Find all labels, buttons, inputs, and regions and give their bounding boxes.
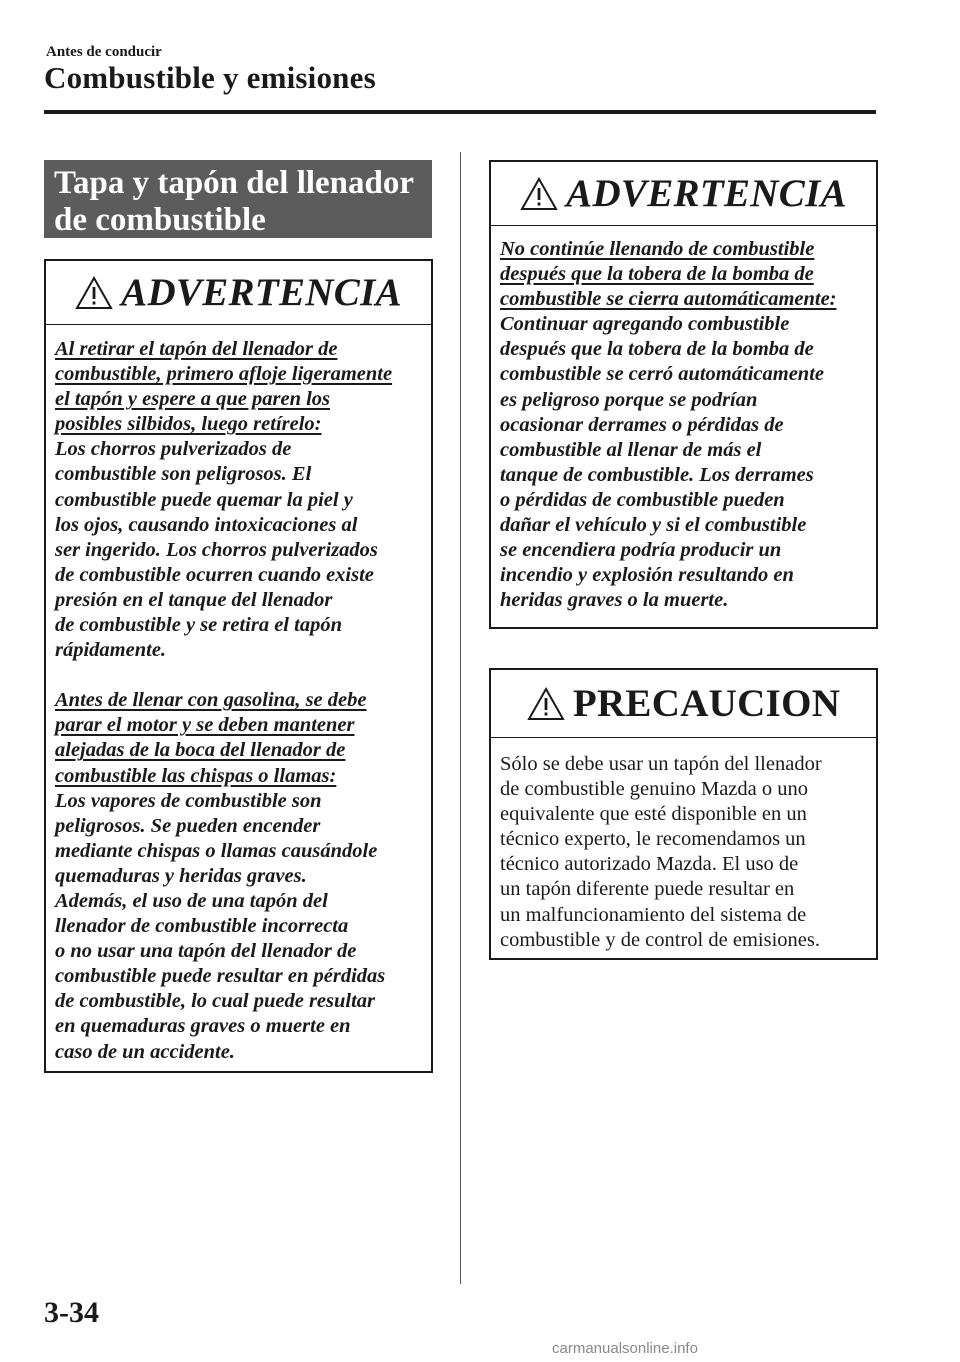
warning-instruction	[55, 688, 423, 788]
warning-header	[46, 261, 431, 325]
warning-triangle-icon	[520, 177, 558, 211]
text-line: Sólo se debe usar un tapón del llenador	[500, 753, 822, 775]
warning-instruction	[500, 237, 868, 312]
text-line: después que la tobera de la bomba de	[500, 338, 814, 361]
banner-line-2: de combustible	[54, 202, 266, 238]
text-line: o pérdidas de combustible pueden	[500, 488, 785, 511]
text-line: el tapón y espere a que paren los	[55, 388, 331, 411]
text-line: combustible son peligrosos. El	[55, 463, 312, 486]
caution-box	[489, 668, 878, 960]
text-line: tanque de combustible. Los derrames	[500, 463, 814, 486]
text-line: alejadas de la boca del llenador de	[55, 739, 346, 762]
text-line: rápidamente.	[55, 639, 167, 662]
text-line: quemaduras y heridas graves.	[55, 864, 307, 887]
text-line: se encendiera podría producir un	[500, 539, 782, 562]
text-line: mediante chispas o llamas causándole	[55, 839, 378, 862]
text-line: Los vapores de combustible son	[55, 789, 322, 812]
text-line: incendio y explosión resultando en	[500, 564, 794, 587]
warning-box-left	[44, 259, 433, 1073]
text-line: combustible se cerró automáticamente	[500, 363, 824, 386]
text-line: presión en el tanque del llenador	[55, 588, 333, 611]
text-line: o no usar una tapón del llenador de	[55, 940, 357, 963]
text-line: combustible las chispas o llamas:	[55, 764, 337, 787]
warning-heading: ADVERTENCIA	[566, 172, 847, 215]
text-line: combustible puede resultar en pérdidas	[55, 965, 386, 988]
text-line: combustible se cierra automáticamente:	[500, 288, 837, 311]
text-line: combustible al llenar de más el	[500, 438, 762, 461]
text-line: después que la tobera de la bomba de	[500, 263, 814, 286]
text-line: Los chorros pulverizados de	[55, 438, 292, 461]
warning-body	[491, 226, 876, 613]
text-line: equivalente que esté disponible en un	[500, 803, 807, 826]
text-line: Antes de llenar con gasolina, se debe	[55, 689, 367, 712]
text-line: de combustible genuino Mazda o uno	[500, 778, 809, 801]
text-line: posibles silbidos, luego retírelo:	[55, 413, 322, 436]
section-banner	[44, 160, 432, 238]
header-rule	[44, 110, 876, 114]
text-line: combustible puede quemar la piel y	[55, 488, 353, 511]
text-line: un tapón diferente puede resultar en	[500, 878, 795, 901]
caution-header	[491, 670, 876, 738]
text-line: caso de un accidente.	[55, 1040, 235, 1063]
warning-instruction	[55, 337, 423, 437]
text-line: técnico experto, le recomendamos un	[500, 828, 806, 851]
caution-body	[491, 738, 876, 953]
text-line: Continuar agregando combustible	[500, 313, 790, 336]
banner-line-1: Tapa y tapón del llenador	[54, 165, 415, 201]
page-title: Combustible y emisiones	[44, 60, 376, 95]
text-line: es peligroso porque se podrían	[500, 388, 758, 411]
text-line: de combustible y se retira el tapón	[55, 614, 342, 637]
watermark: carmanualsonline.info	[552, 1340, 698, 1357]
warning-body	[46, 325, 431, 1065]
text-line: ocasionar derrames o pérdidas de	[500, 413, 784, 436]
text-line: peligrosos. Se pueden encender	[55, 814, 321, 837]
text-line: en quemaduras graves o muerte en	[55, 1015, 351, 1038]
text-line: heridas graves o la muerte.	[500, 589, 729, 612]
text-line: dañar el vehículo y si el combustible	[500, 514, 807, 537]
warning-box-right	[489, 160, 878, 629]
text-line: parar el motor y se deben mantener	[55, 714, 355, 737]
warning-triangle-icon	[75, 276, 113, 310]
column-divider	[460, 152, 461, 1284]
text-line: Además, el uso de una tapón del	[55, 889, 328, 912]
text-line: No continúe llenando de combustible	[500, 238, 815, 260]
warning-heading: ADVERTENCIA	[121, 271, 402, 314]
warning-header	[491, 162, 876, 226]
text-line: Al retirar el tapón del llenador de	[55, 338, 338, 360]
text-line: ser ingerido. Los chorros pulverizados	[55, 538, 378, 561]
text-line: los ojos, causando intoxicaciones al	[55, 513, 358, 536]
text-line: llenador de combustible incorrecta	[55, 915, 349, 938]
text-line: combustible, primero afloje ligeramente	[55, 363, 393, 386]
page-number: 3-34	[44, 1296, 99, 1329]
text-line: un malfuncionamiento del sistema de	[500, 903, 807, 926]
text-line: técnico autorizado Mazda. El uso de	[500, 853, 799, 876]
text-line: de combustible ocurren cuando existe	[55, 563, 374, 586]
text-line: combustible y de control de emisiones.	[500, 928, 820, 951]
section-label: Antes de conducir	[46, 44, 162, 60]
warning-triangle-icon	[527, 687, 565, 721]
caution-heading: PRECAUCION	[572, 682, 841, 725]
text-line: de combustible, lo cual puede resultar	[55, 990, 376, 1013]
